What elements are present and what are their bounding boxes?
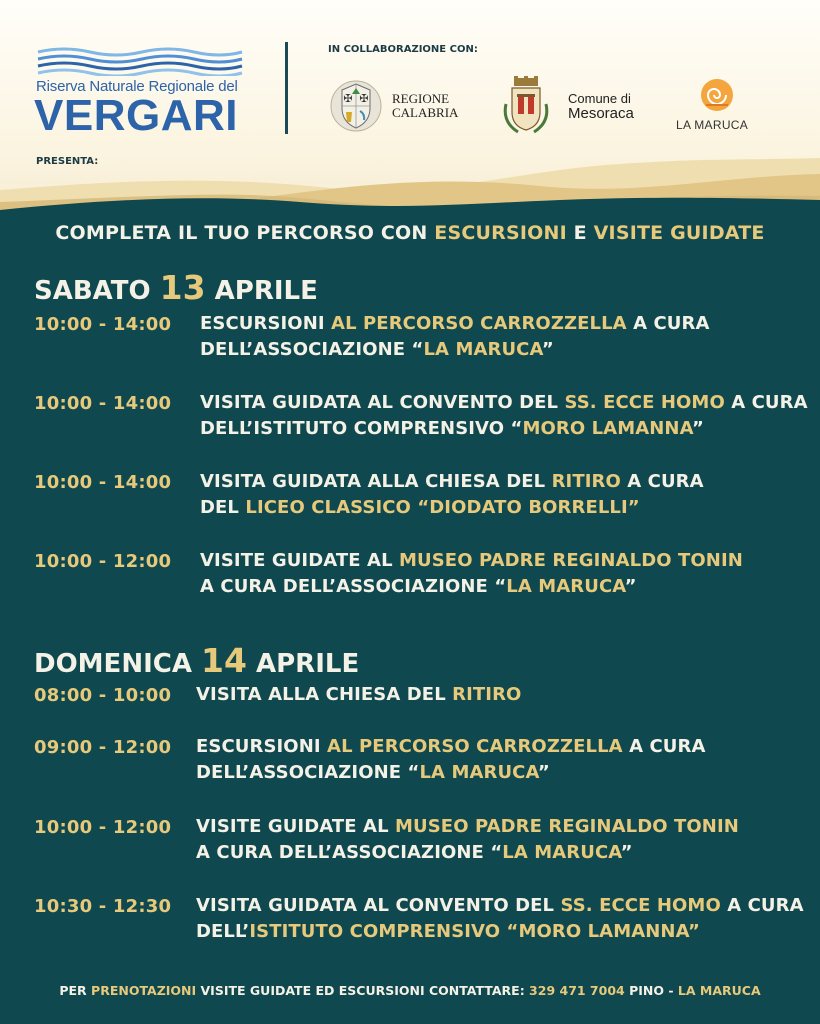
header-waves-decoration	[0, 140, 820, 220]
event-time: 10:00 - 14:00	[34, 472, 172, 493]
svg-text:✠: ✠	[359, 92, 369, 105]
event-description: ESCURSIONI AL PERCORSO CARROZZELLA A CURA DELL’ASSOCIAZIONE “LA MARUCA”	[200, 313, 710, 360]
event-time: 08:00 - 10:00	[34, 685, 172, 706]
comune-mesoraca-crest-icon	[500, 74, 552, 136]
logo-subtitle: Riserva Naturale Regionale del	[36, 78, 238, 95]
footer-contact: PER PRENOTAZIONI VISITE GUIDATE ED ESCURSIONI CONTATTARE: 329 471 7004 PINO - LA MARUCA	[59, 983, 761, 998]
event-description: ESCURSIONI AL PERCORSO CARROZZELLA A CURA DELL’ASSOCIAZIONE “LA MARUCA”	[196, 736, 706, 783]
regione-calabria-text: REGIONE CALABRIA	[392, 91, 459, 120]
intro-heading: COMPLETA IL TUO PERCORSO CON ESCURSIONI E VISITE GUIDATE	[55, 222, 765, 244]
event-description: VISITE GUIDATE AL MUSEO PADRE REGINALDO TONIN A CURA DELL’ASSOCIAZIONE “LA MARUCA”	[196, 816, 739, 863]
event-description: VISITA GUIDATA ALLA CHIESA DEL RITIRO A CURA DEL LICEO CLASSICO “DIODATO BORRELLI”	[200, 471, 704, 518]
event-time: 10:00 - 12:00	[34, 817, 172, 838]
la-maruca-snail-logo-icon	[700, 78, 734, 112]
event-description: VISITA GUIDATA AL CONVENTO DEL SS. ECCE HOMO A CURA DELL’ISTITUTO COMPRENSIVO “MORO LAMANNA”	[200, 392, 808, 439]
event-description: VISITE GUIDATE AL MUSEO PADRE REGINALDO TONIN A CURA DELL’ASSOCIAZIONE “LA MARUCA”	[200, 550, 743, 597]
svg-text:✠: ✠	[343, 92, 353, 105]
contact-phone[interactable]: 329 471 7004	[529, 983, 625, 998]
event-description: VISITA ALLA CHIESA DEL RITIRO	[196, 684, 522, 705]
day-heading-domenica: DOMENICA 14 APRILE	[34, 641, 360, 680]
waves-logo-icon	[36, 46, 244, 76]
event-time: 10:00 - 12:00	[34, 551, 172, 572]
header	[0, 0, 820, 215]
event-time: 10:00 - 14:00	[34, 314, 172, 335]
header-divider	[285, 42, 288, 134]
day-heading-sabato: SABATO 13 APRILE	[34, 268, 318, 307]
collab-label: IN COLLABORAZIONE CON:	[328, 44, 478, 55]
presenta-label: PRESENTA:	[36, 156, 99, 167]
logo-title: VERGARI	[34, 91, 238, 140]
event-time: 10:30 - 12:30	[34, 896, 172, 917]
event-description: VISITA GUIDATA AL CONVENTO DEL SS. ECCE HOMO A CURA DELL’ISTITUTO COMPRENSIVO “MORO LAMANNA”	[196, 895, 804, 942]
comune-mesoraca-text: Comune di Mesoraca	[568, 91, 634, 122]
regione-calabria-emblem-icon	[330, 78, 382, 134]
la-maruca-text: LA MARUCA	[676, 118, 749, 132]
event-time: 10:00 - 14:00	[34, 393, 172, 414]
event-time: 09:00 - 12:00	[34, 737, 172, 758]
